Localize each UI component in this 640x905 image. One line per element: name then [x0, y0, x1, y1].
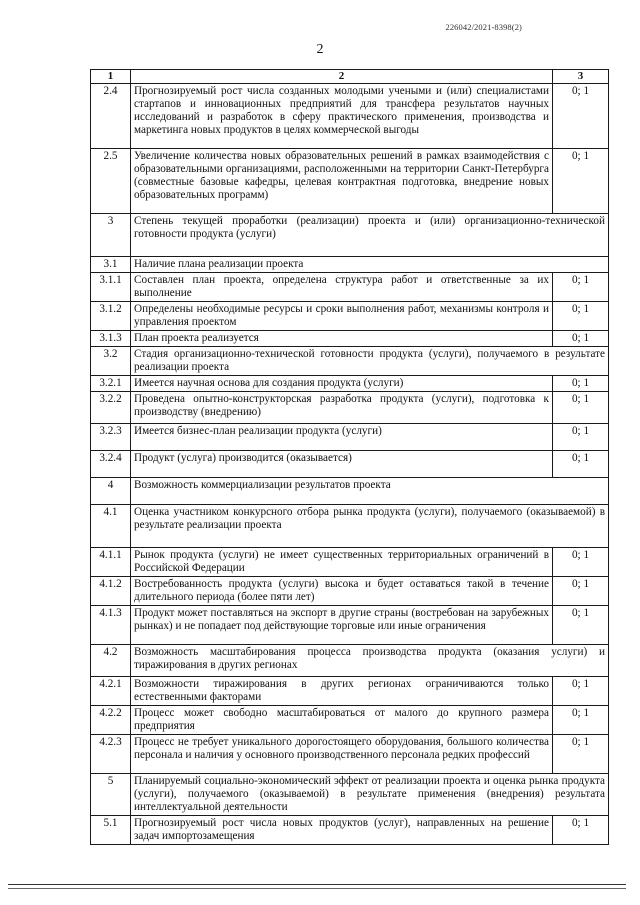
scan-edge-line: [8, 888, 626, 889]
row-number: 4.1.1: [91, 548, 131, 577]
row-criterion: План проекта реализуется: [131, 331, 553, 347]
table-row-section: [91, 505, 609, 548]
row-score: 0; 1: [553, 706, 609, 735]
column-header: 1: [91, 70, 131, 84]
row-number: 4.1: [91, 505, 131, 548]
row-number: 4.1.2: [91, 577, 131, 606]
row-criterion: Процесс не требует уникального дорогостоящего оборудования, большого количества персонала и наличия у основного производственного персонала редких профессий: [131, 735, 553, 774]
row-criterion: Рынок продукта (услуги) не имеет существенных территориальных ограничений в Российской Федерации: [131, 548, 553, 577]
row-number: 5.1: [91, 816, 131, 845]
row-criterion: Возможности тиражирования в других регионах ограничиваются только естественными факторами: [131, 677, 553, 706]
row-criterion: Составлен план проекта, определена структура работ и ответственные за их выполнение: [131, 273, 553, 302]
row-score: 0; 1: [553, 451, 609, 478]
row-number: 4.2.2: [91, 706, 131, 735]
table-row-section: [91, 478, 609, 505]
page-number: 2: [316, 42, 324, 57]
row-score: 0; 1: [553, 424, 609, 451]
row-number: 4: [91, 478, 131, 505]
table-row: [91, 376, 609, 392]
row-number: 4.2: [91, 645, 131, 677]
table-row: [91, 84, 609, 149]
row-number: 3: [91, 214, 131, 257]
row-criterion: Наличие плана реализации проекта: [131, 257, 609, 273]
table-row-section: [91, 347, 609, 376]
row-score: 0; 1: [553, 816, 609, 845]
table-row-section: [91, 774, 609, 816]
row-number: 3.2.3: [91, 424, 131, 451]
row-criterion: Продукт может поставляться на экспорт в другие страны (востребован на зарубежных рынках) и не попадает под действующие торговые или иные ограничения: [131, 606, 553, 645]
row-score: 0; 1: [553, 392, 609, 424]
table-row: [91, 424, 609, 451]
row-criterion: Увеличение количества новых образовательных решений в рамках взаимодействия с образовательными организациями, расположенными на территории Санкт-Петербурга (совместные базовые кафедры, целевая контрактная подготовка, внедрение новых образовательных программ): [131, 149, 553, 214]
row-score: 0; 1: [553, 606, 609, 645]
table-row: [91, 706, 609, 735]
row-criterion: Имеется бизнес-план реализации продукта (услуги): [131, 424, 553, 451]
row-number: 3.2.1: [91, 376, 131, 392]
table-row: [91, 392, 609, 424]
row-number: 3.2: [91, 347, 131, 376]
table-row-section: [91, 214, 609, 257]
row-score: 0; 1: [553, 548, 609, 577]
row-criterion: Степень текущей проработки (реализации) проекта и (или) организационно-технической готовности продукта (услуги): [131, 214, 609, 257]
table-row: [91, 548, 609, 577]
row-criterion: Прогнозируемый рост числа новых продуктов (услуг), направленных на решение задач импортозамещения: [131, 816, 553, 845]
row-number: 2.4: [91, 84, 131, 149]
row-criterion: Стадия организационно-технической готовности продукта (услуги), получаемого в результате реализации проекта: [131, 347, 609, 376]
row-score: 0; 1: [553, 677, 609, 706]
row-number: 2.5: [91, 149, 131, 214]
row-score: 0; 1: [553, 302, 609, 331]
row-score: 0; 1: [553, 577, 609, 606]
scan-edge-line: [8, 884, 626, 885]
table-row: [91, 273, 609, 302]
row-score: 0; 1: [553, 735, 609, 774]
row-number: 5: [91, 774, 131, 816]
row-number: 4.1.3: [91, 606, 131, 645]
row-score: 0; 1: [553, 376, 609, 392]
row-score: 0; 1: [553, 273, 609, 302]
row-number: 3.1.1: [91, 273, 131, 302]
table-row: [91, 606, 609, 645]
row-criterion: Возможность коммерциализации результатов проекта: [131, 478, 609, 505]
row-criterion: Планируемый социально-экономический эффект от реализации проекта и оценка рынка продукта (услуги), получаемого (оказываемой) в результате применения (внедрения) результата интеллектуальной деятельности: [131, 774, 609, 816]
table-row: [91, 302, 609, 331]
row-criterion: Оценка участником конкурсного отбора рынка продукта (услуги), получаемого (оказываемой) в результате реализации проекта: [131, 505, 609, 548]
row-criterion: Возможность масштабирования процесса производства продукта (оказания услуги) и тиражирования в других регионах: [131, 645, 609, 677]
row-number: 3.2.4: [91, 451, 131, 478]
row-criterion: Востребованность продукта (услуги) высока и будет оставаться такой в течение длительного периода (более пяти лет): [131, 577, 553, 606]
row-criterion: Продукт (услуга) производится (оказывается): [131, 451, 553, 478]
row-number: 3.1.2: [91, 302, 131, 331]
table-row: [91, 816, 609, 845]
row-criterion: Прогнозируемый рост числа созданных молодыми учеными и (или) специалистами стартапов и инновационных предприятий для трансфера результатов научных исследований и разработок в сферу практического применения, производства и маркетинга новых продуктов в целях коммерческой выгоды: [131, 84, 553, 149]
column-header: 3: [553, 70, 609, 84]
row-criterion: Процесс может свободно масштабироваться от малого до крупного размера предприятия: [131, 706, 553, 735]
row-score: 0; 1: [553, 331, 609, 347]
row-criterion: Имеется научная основа для создания продукта (услуги): [131, 376, 553, 392]
row-number: 4.2.1: [91, 677, 131, 706]
table-row: [91, 149, 609, 214]
table-row: [91, 331, 609, 347]
row-number: 3.1: [91, 257, 131, 273]
table-row: [91, 677, 609, 706]
table-row-section: [91, 257, 609, 273]
table-row: [91, 451, 609, 478]
row-number: 4.2.3: [91, 735, 131, 774]
row-number: 3.2.2: [91, 392, 131, 424]
row-criterion: Определены необходимые ресурсы и сроки выполнения работ, механизмы контроля и управления проектом: [131, 302, 553, 331]
table-header-row: [91, 70, 609, 84]
table-row: [91, 735, 609, 774]
criteria-table: [90, 69, 609, 845]
row-score: 0; 1: [553, 149, 609, 214]
row-criterion: Проведена опытно-конструкторская разработка продукта (услуги), подготовка к производству (внедрению): [131, 392, 553, 424]
column-header: 2: [131, 70, 553, 84]
row-number: 3.1.3: [91, 331, 131, 347]
row-score: 0; 1: [553, 84, 609, 149]
table-row: [91, 577, 609, 606]
document-id: 226042/2021-8398(2): [445, 22, 522, 32]
table-row-section: [91, 645, 609, 677]
